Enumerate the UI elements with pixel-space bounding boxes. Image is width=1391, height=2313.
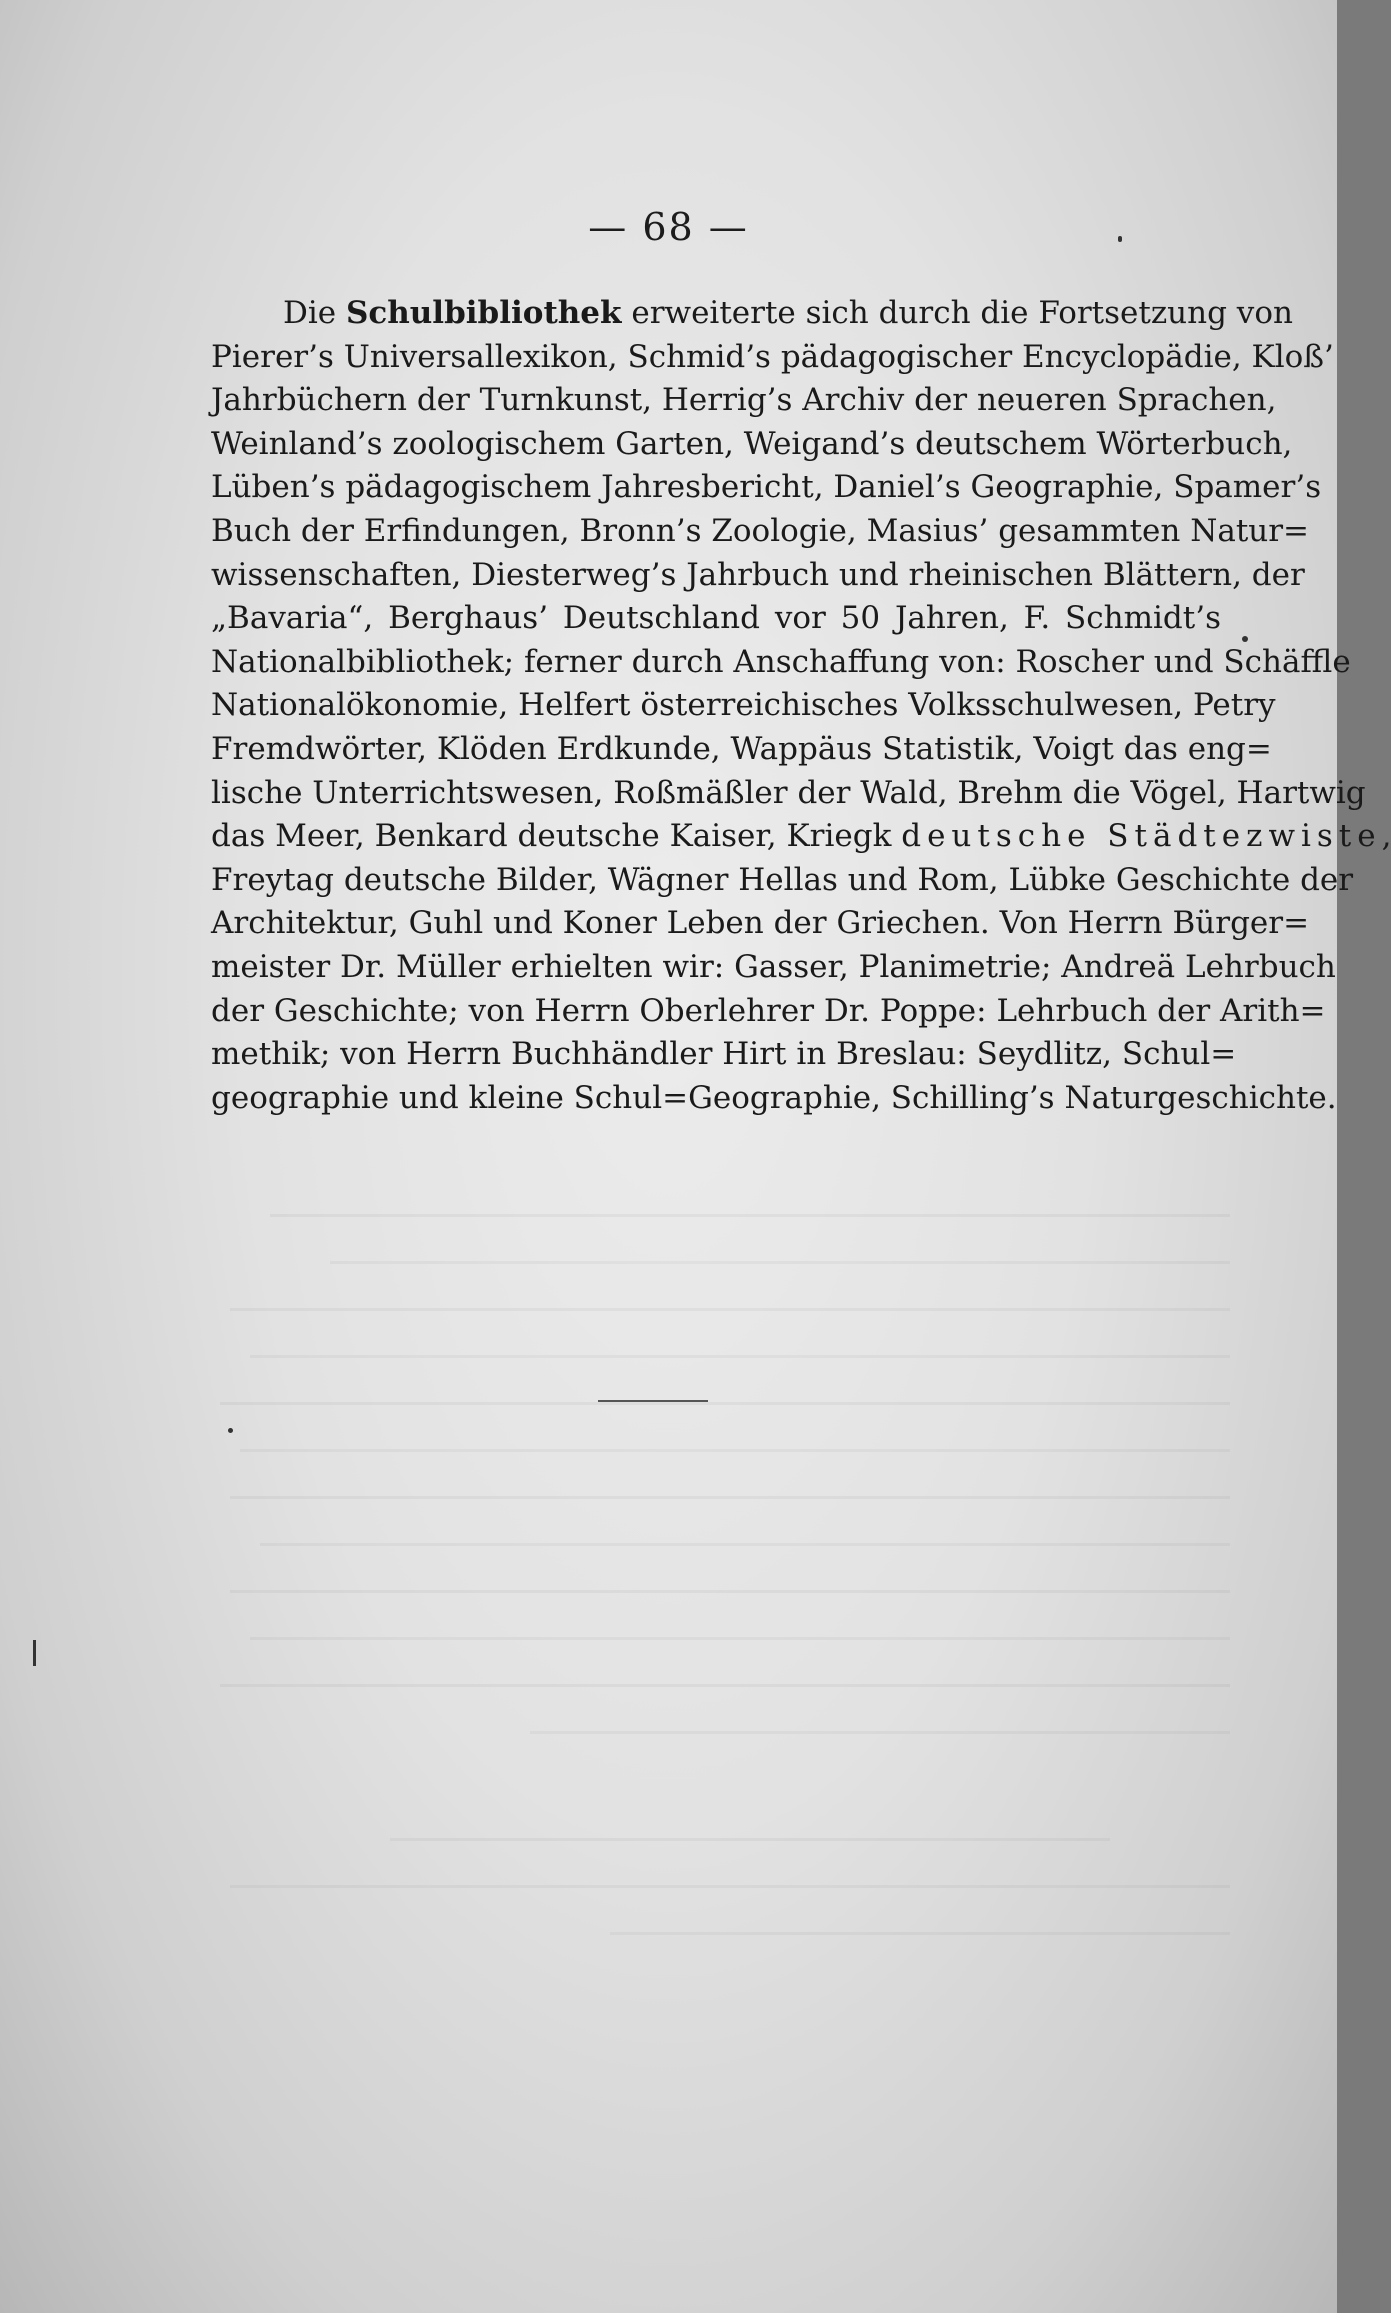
text-line: der Geschichte; von Herrn Oberlehrer Dr. Poppe: Lehrbuch der Arith= [211,992,1326,1029]
margin-mark [33,1640,36,1666]
text-line: Freytag deutsche Bilder, Wägner Hellas und Rom, Lübke Geschichte der [211,861,1354,898]
text-line: Nationalbibliothek; ferner durch Anschaffung von: Roscher und Schäffle [211,643,1351,680]
scan-speck [228,1428,233,1433]
text-line: Architektur, Guhl und Koner Leben der Griechen. Von Herrn Bürger= [211,905,1310,942]
text-line: geographie und kleine Schul=Geographie, Schilling’s Naturgeschichte. [211,1079,1337,1116]
text-line: Nationalökonomie, Helfert österreichisches Volksschulwesen, Petry [211,687,1276,724]
text-line: Die Schulbibliothek erweiterte sich durch die Fortsetzung von [283,295,1293,331]
bleed-through-texture [200,1170,1230,2170]
text-line: Lüben’s pädagogischem Jahresbericht, Daniel’s Geographie, Spamer’s [211,469,1322,506]
scan-speck [1242,636,1248,642]
text-line: das Meer, Benkard deutsche Kaiser, Kriegk deutsche Städtezwiste, [211,818,1391,855]
text-line: „Bavaria“, Berghaus’ Deutschland vor 50 Jahren, F. Schmidt’s [211,600,1221,637]
text-line: Fremdwörter, Klöden Erdkunde, Wappäus Statistik, Voigt das eng= [211,730,1272,767]
emphasis-term: Schulbibliothek [345,295,622,331]
text-line: meister Dr. Müller erhielten wir: Gasser, Planimetrie; Andreä Lehrbuch [211,948,1336,985]
spaced-emphasis: deutsche Städtezwiste [901,818,1382,855]
text-line: Buch der Erfindungen, Bronn’s Zoologie, Masius’ gesammten Natur= [211,512,1310,549]
page-number: — 68 — [588,205,749,249]
body-paragraph [211,292,1391,1120]
text-line: lische Unterrichtswesen, Roßmäßler der Wald, Brehm die Vögel, Hartwig [211,774,1366,811]
text-line: methik; von Herrn Buchhändler Hirt in Breslau: Seydlitz, Schul= [211,1036,1237,1073]
text-line: Pierer’s Universallexikon, Schmid’s pädagogischer Encyclopädie, Kloß’ [211,338,1334,375]
text-line: Weinland’s zoologischem Garten, Weigand’s deutschem Wörterbuch, [211,425,1293,462]
scan-rule [598,1400,708,1402]
scan-speck [1118,236,1122,242]
text-line: Jahrbüchern der Turnkunst, Herrig’s Archiv der neueren Sprachen, [211,382,1277,419]
text-line: wissenschaften, Diesterweg’s Jahrbuch und rheinischen Blättern, der [211,556,1305,593]
